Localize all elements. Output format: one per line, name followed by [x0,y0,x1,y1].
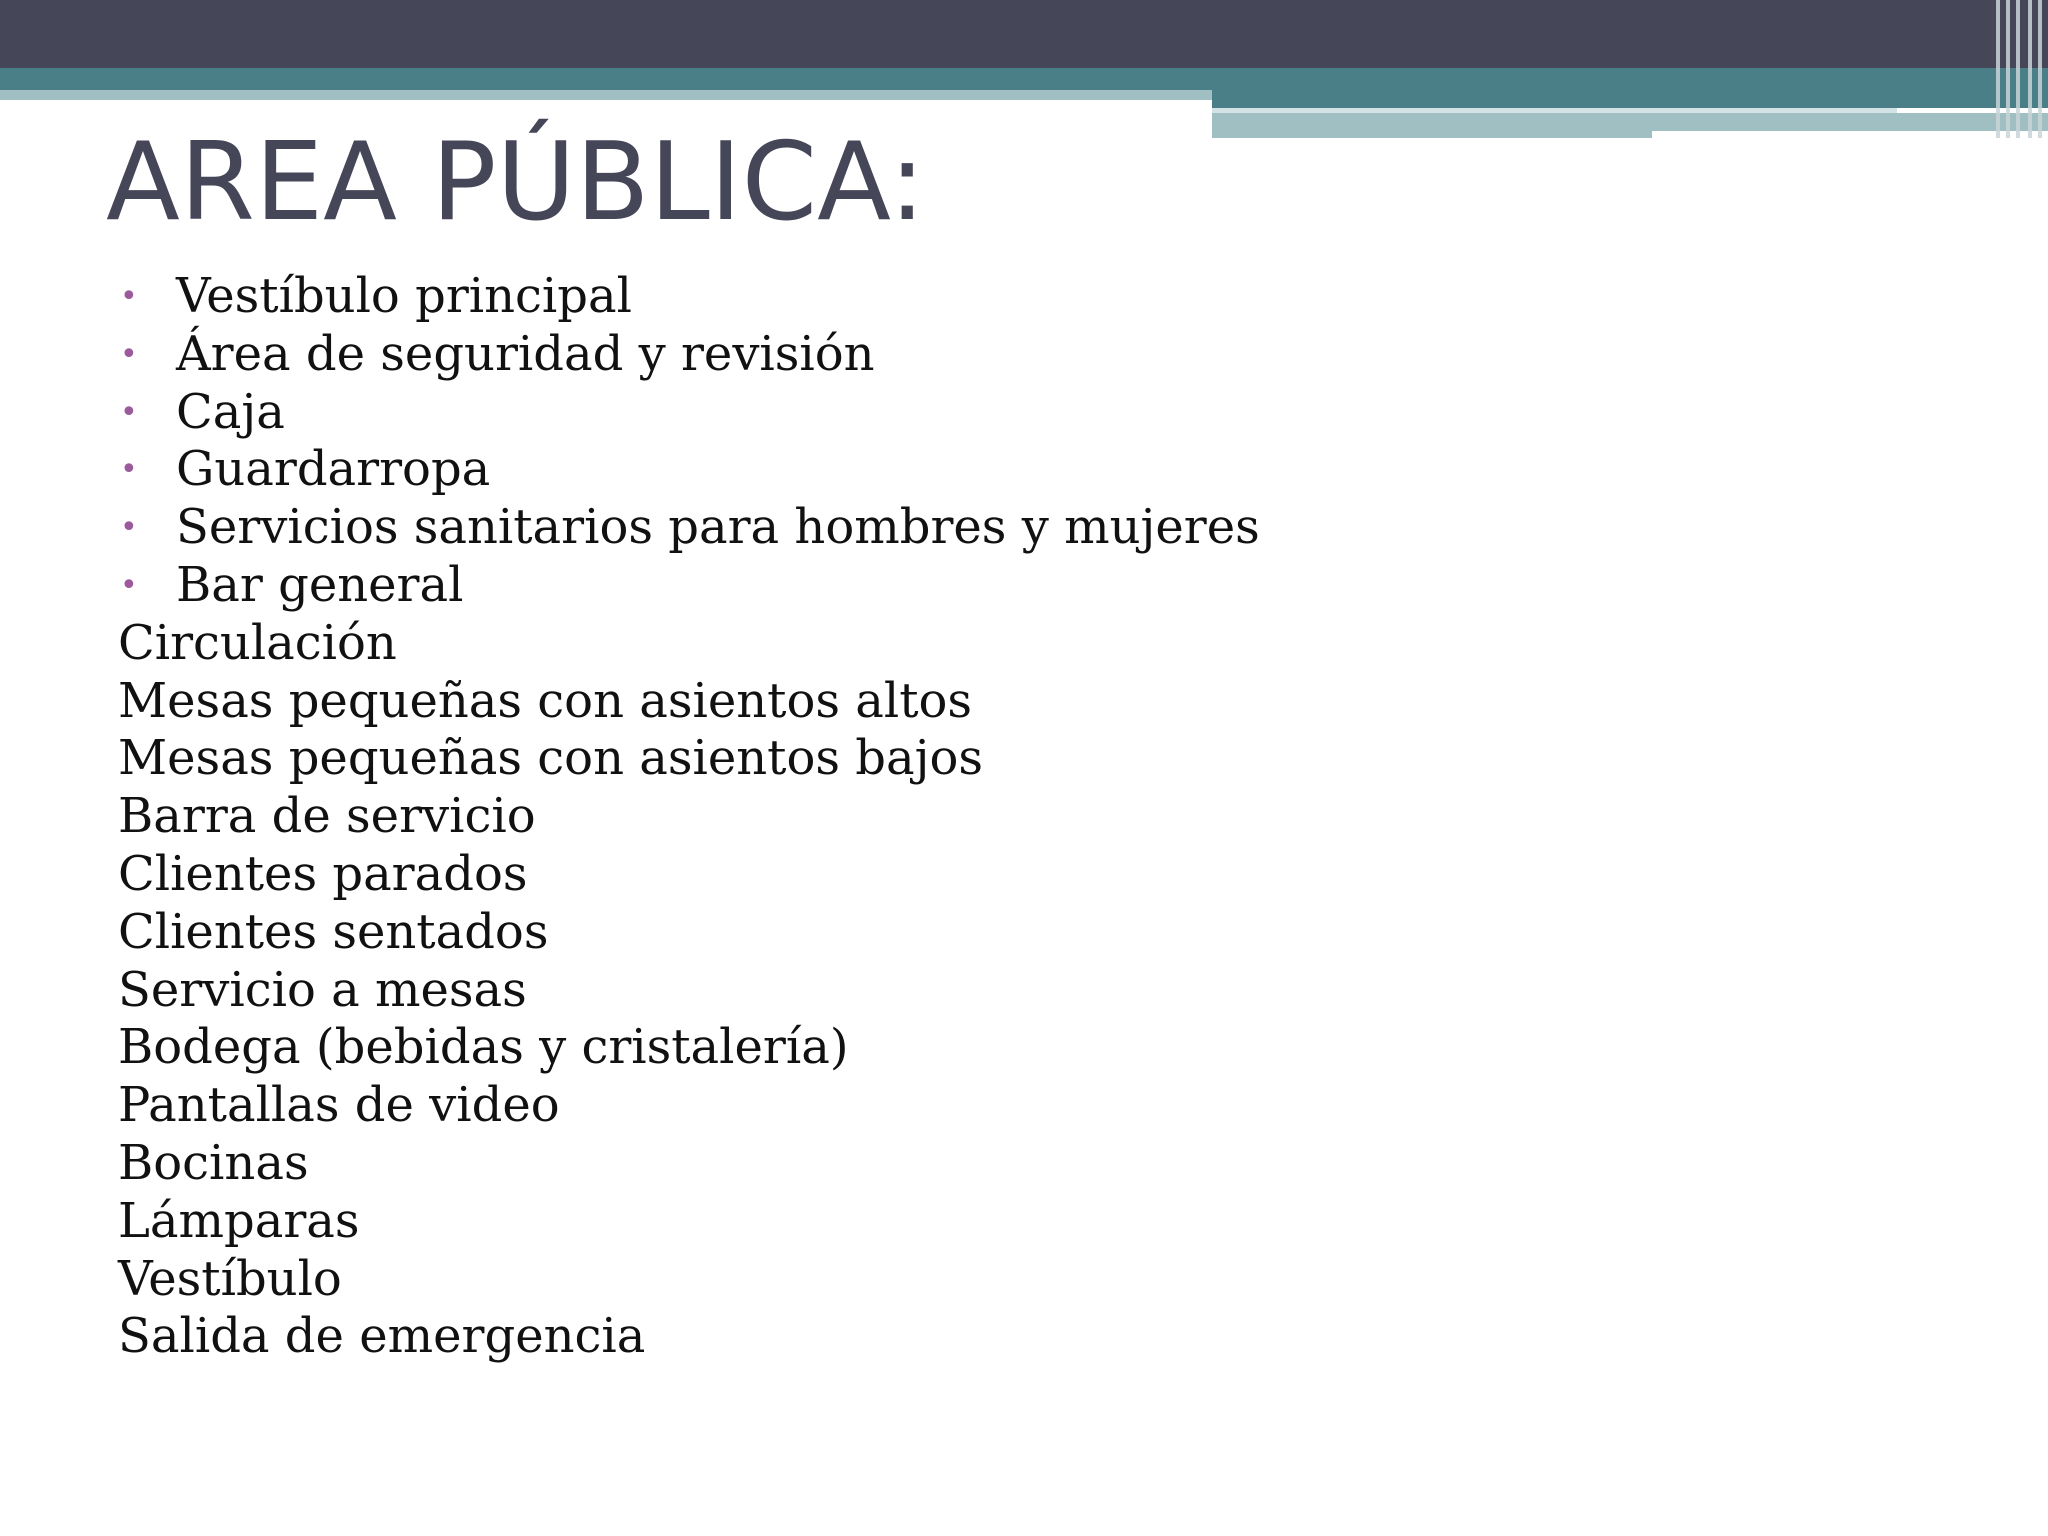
list-item: Pantallas de video [118,1077,560,1134]
bullet-list-item [118,499,1618,557]
header-band-dark [0,0,2048,68]
list-item-text: Área de seguridad y revisión [176,325,875,382]
list-item: Circulación [118,614,397,671]
bullet-icon: • [120,394,138,430]
list-item-text: Caja [176,383,285,440]
list-item-text: Bar general [176,556,464,613]
list-item-text: Vestíbulo principal [176,268,632,324]
header-edge-lines [1992,0,2048,138]
bullet-icon: • [120,279,138,314]
bullet-list-item [118,441,1618,499]
list-item: Clientes sentados [118,903,549,960]
header-band-teal [0,68,2048,90]
list-item: Bodega (bebidas y cristalería) [118,1019,849,1076]
bullet-list-item [118,384,1618,442]
list-item-text: Guardarropa [176,441,491,498]
list-item-text: Servicios sanitarios para hombres y mujeres [176,499,1260,556]
bullet-list-item [118,557,1618,615]
slide-title: AREA PÚBLICA: [106,120,926,245]
bullet-icon: • [120,452,138,488]
list-item: Salida de emergencia [118,1308,646,1365]
list-item: Barra de servicio [118,788,536,845]
list-item: Mesas pequeñas con asientos bajos [118,730,984,787]
list-item: Clientes parados [118,845,528,902]
bullet-icon: • [120,510,138,546]
bullet-icon: • [120,567,138,603]
list-item: Vestíbulo [118,1250,342,1307]
list-item: Servicio a mesas [118,961,527,1018]
list-item: Bocinas [118,1134,309,1191]
header-stripe [1212,113,2048,131]
bullet-icon: • [120,336,138,372]
content-list [118,268,1618,1366]
bullet-list-item [118,326,1618,384]
header-band-right [1212,90,2048,108]
header-stripe [1212,131,1652,138]
list-item: Lámparas [118,1192,360,1249]
list-item: Mesas pequeñas con asientos altos [118,672,973,729]
bullet-list-item [118,268,1618,326]
header-band-light [0,90,1212,100]
